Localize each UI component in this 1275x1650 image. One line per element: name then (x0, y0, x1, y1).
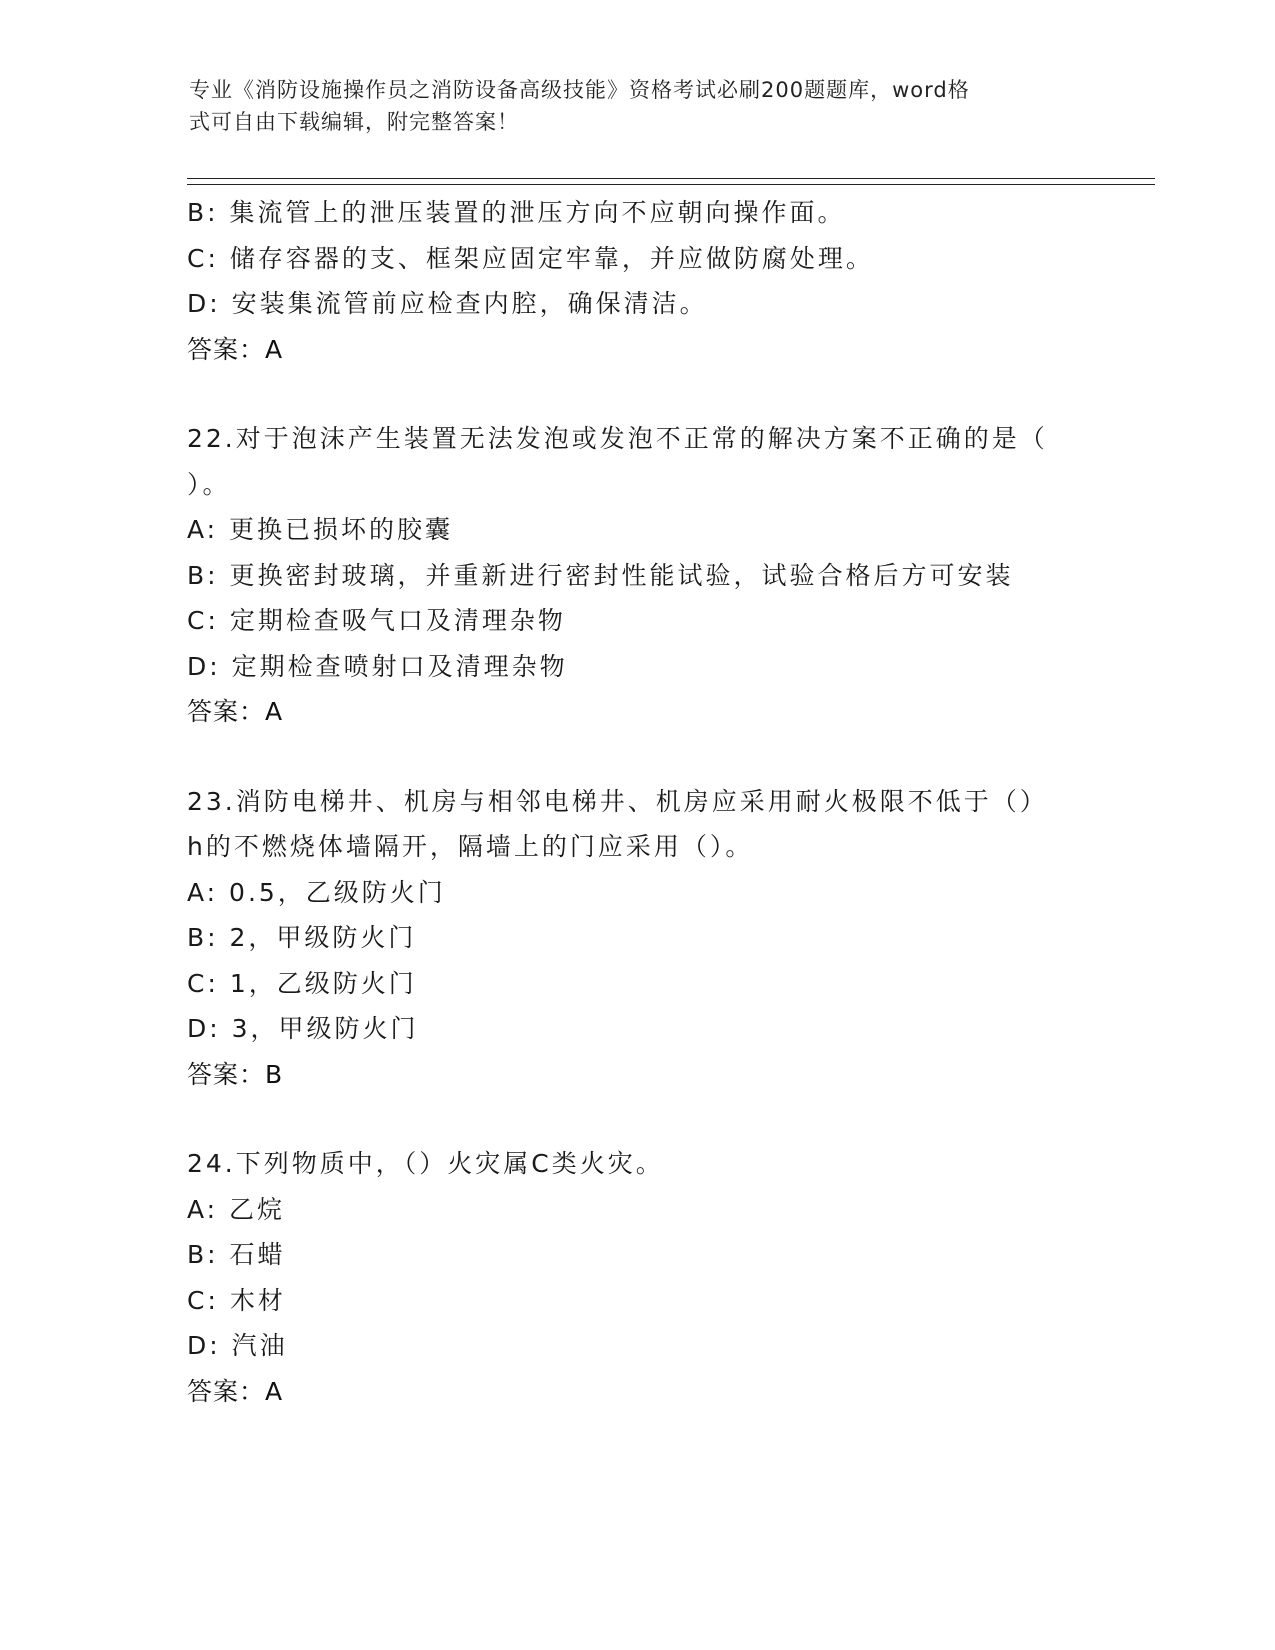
option-b: B: 石蜡 (187, 1240, 286, 1269)
option-d: D: 安装集流管前应检查内腔，确保清洁。 (187, 289, 708, 318)
header-title-line-2: 式可自由下载编辑，附完整答案！ (189, 110, 519, 134)
option-c: C: 储存容器的支、框架应固定牢靠，并应做防腐处理。 (187, 243, 874, 273)
answer-label: 答案：A (187, 1376, 284, 1406)
question-stem-line-2: ）。 (187, 469, 231, 499)
header-title-line-1: 专业《消防设施操作员之消防设备高级技能》资格考试必刷200题题库，word格 (189, 78, 970, 102)
option-a: A: 更换已损坏的胶囊 (187, 515, 454, 544)
spacer (187, 1097, 1087, 1141)
question-block-23 (187, 779, 1087, 1098)
question-stem-line-1: 23.消防电梯井、机房与相邻电梯井、机房应采用耐火极限不低于（） (187, 786, 1048, 816)
question-block-22 (187, 416, 1087, 735)
option-c: C: 定期检查吸气口及清理杂物 (187, 606, 566, 635)
option-a: A: 乙烷 (187, 1194, 286, 1224)
option-b: B: 集流管上的泄压装置的泄压方向不应朝向操作面。 (187, 198, 846, 227)
page-header (189, 74, 1069, 138)
question-stem-line-1: 24.下列物质中，（）火灾属C类火灾。 (187, 1149, 664, 1178)
option-b: B: 2，甲级防火门 (187, 923, 417, 952)
option-b: B: 更换密封玻璃，并重新进行密封性能试验，试验合格后方可安装 (187, 560, 1014, 590)
option-d: D: 定期检查喷射口及清理杂物 (187, 651, 568, 681)
option-d: D: 3，甲级防火门 (187, 1014, 419, 1043)
spacer (187, 735, 1087, 779)
answer-label: 答案：A (187, 697, 284, 726)
answer-label: 答案：A (187, 334, 284, 364)
question-block-24 (187, 1141, 1087, 1414)
option-d: D: 汽油 (187, 1331, 288, 1360)
option-c: C: 1，乙级防火门 (187, 968, 417, 998)
option-c: C: 木材 (187, 1285, 286, 1315)
question-content (187, 190, 1087, 1414)
question-stem-line-1: 22.对于泡沫产生装置无法发泡或发泡不正常的解决方案不正确的是（ (187, 424, 1048, 453)
question-stem-line-2: h的不燃烧体墙隔开，隔墙上的门应采用（）。 (187, 832, 754, 861)
spacer (187, 372, 1087, 416)
option-a: A: 0.5，乙级防火门 (187, 877, 446, 907)
question-block-continued (187, 190, 1087, 372)
header-double-rule (187, 178, 1155, 185)
answer-label: 答案：B (187, 1059, 284, 1089)
